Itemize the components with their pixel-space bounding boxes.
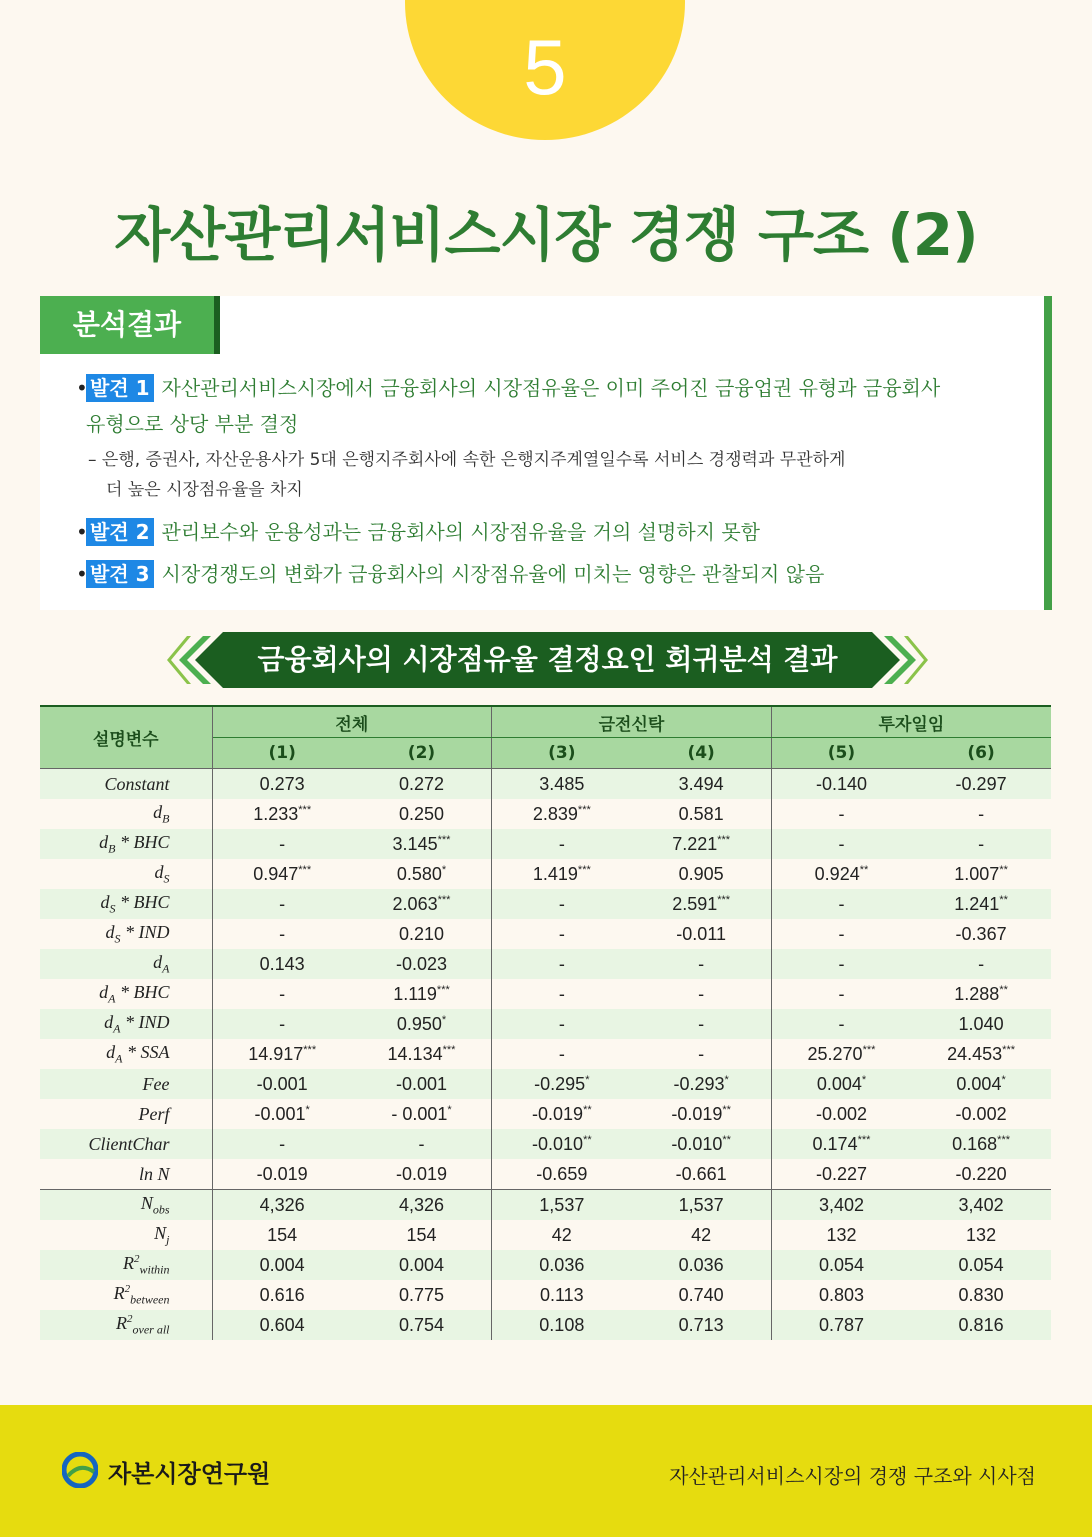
value-cell: 1.233*** — [253, 803, 312, 824]
value-cell: 0.004* — [911, 1069, 1051, 1099]
value-cell: 0.168*** — [911, 1129, 1051, 1159]
value-cell: -0.367 — [955, 923, 1007, 944]
value-cell: - — [771, 1009, 911, 1039]
table-row — [40, 1039, 1051, 1069]
value-cell: 42 — [551, 1224, 572, 1245]
value-cell: - — [279, 983, 286, 1004]
var-name-cell: $d_A$ * SSA — [40, 1039, 212, 1069]
panel-accent-bar — [1044, 296, 1052, 610]
doc-title: 자산관리서비스시장의 경쟁 구조와 시사점 — [669, 1464, 1036, 1488]
value-cell: 3,402 — [911, 1190, 1051, 1221]
table-row — [40, 1310, 1051, 1340]
section-label: 분석결과 — [40, 296, 220, 354]
value-cell: 2.591*** — [631, 889, 771, 919]
value-cell: - — [631, 979, 771, 1009]
col-header: (3) — [492, 738, 632, 769]
value-cell: -0.227 — [815, 1163, 867, 1184]
value-cell: 14.917*** — [248, 1043, 317, 1064]
value-cell: 2.063*** — [352, 889, 492, 919]
org-logo-icon — [62, 1452, 98, 1488]
finding-tag: 발견 1 — [86, 374, 154, 402]
value-cell: 154 — [352, 1220, 492, 1250]
value-cell: 1.040 — [911, 1009, 1051, 1039]
value-cell: -0.019 — [352, 1159, 492, 1190]
value-cell: - — [558, 923, 565, 944]
table-title-banner — [165, 632, 930, 688]
value-cell: - — [631, 949, 771, 979]
value-cell: 14.134*** — [352, 1039, 492, 1069]
value-cell: -0.293* — [631, 1069, 771, 1099]
group-header: 금전신탁 — [492, 706, 772, 738]
var-name-cell: $d_A$ — [40, 949, 212, 979]
value-cell: 0.004* — [771, 1069, 911, 1099]
value-cell: -0.140 — [771, 769, 911, 800]
bullet-icon: • — [76, 376, 88, 400]
table-row — [40, 1099, 1051, 1129]
var-name-cell: $d_S$ * BHC — [40, 889, 212, 919]
value-cell: -0.019** — [631, 1099, 771, 1129]
value-cell: - — [492, 829, 632, 859]
value-cell: 154 — [267, 1224, 298, 1245]
value-cell: - — [212, 1129, 352, 1159]
value-cell: -0.002 — [955, 1103, 1007, 1124]
value-cell: 24.453*** — [947, 1043, 1016, 1064]
var-name-cell: $R^2_{over all}$ — [40, 1310, 212, 1340]
value-cell: 42 — [631, 1220, 771, 1250]
value-cell: 0.947*** — [253, 863, 312, 884]
value-cell: 0.905 — [631, 859, 771, 889]
table-row — [40, 1190, 1051, 1221]
table-row — [40, 1069, 1051, 1099]
var-name-cell: Perf — [40, 1099, 212, 1129]
var-name-cell: ln N — [40, 1159, 212, 1190]
value-cell: 0.616 — [259, 1284, 305, 1305]
value-cell: 0.143 — [212, 949, 352, 979]
value-cell: - — [631, 1009, 771, 1039]
value-cell: - — [911, 829, 1051, 859]
value-cell: -0.010** — [492, 1129, 632, 1159]
value-cell: 132 — [826, 1224, 857, 1245]
value-cell: -0.019 — [256, 1163, 308, 1184]
value-cell: 4,326 — [212, 1190, 352, 1221]
value-cell: 3.485 — [492, 769, 632, 800]
value-cell: -0.001 — [212, 1069, 352, 1099]
value-cell: - — [838, 983, 845, 1004]
page-number: 5 — [523, 23, 567, 111]
table-row — [40, 1159, 1051, 1190]
var-name-cell: $d_S$ — [40, 859, 212, 889]
value-cell: 2.839*** — [532, 803, 591, 824]
var-header: 설명변수 — [40, 706, 212, 769]
var-name-cell: $R^2_{within}$ — [40, 1250, 212, 1280]
value-cell: - — [771, 889, 911, 919]
var-name-cell: $d_B$ — [40, 799, 212, 829]
var-name-cell: $d_B$ * BHC — [40, 829, 212, 859]
value-cell: 0.054 — [771, 1250, 911, 1280]
value-cell: - — [771, 829, 911, 859]
value-cell: - 0.001* — [352, 1099, 492, 1129]
regression-table — [40, 705, 1051, 1340]
value-cell: 0.036 — [492, 1250, 632, 1280]
value-cell: 0.580* — [352, 859, 492, 889]
finding-tag: 발견 3 — [86, 560, 154, 588]
value-cell: - — [212, 829, 352, 859]
value-cell: 1.119*** — [352, 979, 492, 1009]
group-header: 전체 — [212, 706, 492, 738]
value-cell: 0.803 — [818, 1284, 864, 1305]
page-title: 자산관리서비스시장 경쟁 구조 (2) — [114, 201, 978, 269]
value-cell: - — [838, 923, 845, 944]
value-cell: 1.241** — [911, 889, 1051, 919]
value-cell: 3,402 — [771, 1190, 911, 1221]
finding-text: 자산관리서비스시장에서 금융회사의 시장점유율은 이미 주어진 금융업권 유형과 금융회사 — [161, 376, 941, 400]
value-cell: - — [212, 889, 352, 919]
value-cell: 7.221*** — [631, 829, 771, 859]
var-name-cell: $d_A$ * BHC — [40, 979, 212, 1009]
value-cell: 4,326 — [352, 1190, 492, 1221]
value-cell: - — [492, 1009, 632, 1039]
col-header: (1) — [212, 738, 352, 769]
value-cell: 0.740 — [631, 1280, 771, 1310]
var-name-cell: Constant — [40, 769, 212, 800]
value-cell: - — [492, 889, 632, 919]
value-cell: 0.830 — [958, 1284, 1004, 1305]
table-row — [40, 1250, 1051, 1280]
finding-2 — [76, 516, 760, 548]
finding-1-sub2: 더 높은 시장점유율을 차지 — [106, 480, 303, 500]
col-header: (5) — [771, 738, 911, 769]
value-cell: 0.210 — [352, 919, 492, 949]
value-cell: 0.004 — [352, 1250, 492, 1280]
finding-text: 시장경쟁도의 변화가 금융회사의 시장점유율에 미치는 영향은 관찰되지 않음 — [161, 562, 825, 586]
value-cell: 0.604 — [212, 1310, 352, 1340]
value-cell: - — [279, 923, 286, 944]
value-cell: - — [558, 983, 565, 1004]
value-cell: 0.108 — [492, 1310, 632, 1340]
value-cell: 1,537 — [631, 1190, 771, 1221]
table-row — [40, 1009, 1051, 1039]
var-name-cell: Fee — [40, 1069, 212, 1099]
value-cell: 0.113 — [539, 1284, 584, 1305]
var-name-cell: $d_A$ * IND — [40, 1009, 212, 1039]
value-cell: - — [838, 803, 845, 824]
col-header: (6) — [911, 738, 1051, 769]
value-cell: 0.754 — [352, 1310, 492, 1340]
value-cell: 0.713 — [631, 1310, 771, 1340]
var-name-cell: $R^2_{between}$ — [40, 1280, 212, 1310]
value-cell: -0.002 — [815, 1103, 867, 1124]
finding-1-sub1: – 은행, 증권사, 자산운용사가 5대 은행지주회사에 속한 은행지주계열일수록 서비스 경쟁력과 무관하게 — [88, 450, 846, 470]
value-cell: 0.787 — [771, 1310, 911, 1340]
finding-text: 관리보수와 운용성과는 금융회사의 시장점유율을 거의 설명하지 못함 — [161, 520, 760, 544]
table-row — [40, 769, 1051, 800]
finding-1-cont: 유형으로 상당 부분 결정 — [86, 412, 299, 436]
value-cell: - — [911, 949, 1051, 979]
value-cell: 0.924** — [814, 863, 869, 884]
value-cell: 0.775 — [352, 1280, 492, 1310]
value-cell: - — [558, 1043, 565, 1064]
value-cell: -0.001 — [352, 1069, 492, 1099]
table-row — [40, 919, 1051, 949]
value-cell: - — [212, 1009, 352, 1039]
org-name: 자본시장연구원 — [108, 1460, 271, 1488]
finding-tag: 발견 2 — [86, 518, 154, 546]
table-row — [40, 1220, 1051, 1250]
value-cell: 0.250 — [352, 799, 492, 829]
value-cell: 3.145*** — [352, 829, 492, 859]
var-name-cell: ClientChar — [40, 1129, 212, 1159]
value-cell: 0.004 — [212, 1250, 352, 1280]
value-cell: 0.054 — [911, 1250, 1051, 1280]
table-row — [40, 949, 1051, 979]
table-title: 금융회사의 시장점유율 결정요인 회귀분석 결과 — [257, 643, 838, 676]
value-cell: -0.295* — [492, 1069, 632, 1099]
value-cell: 0.273 — [212, 769, 352, 800]
value-cell: 3.494 — [631, 769, 771, 800]
finding-3 — [76, 558, 825, 590]
group-header: 투자일임 — [771, 706, 1051, 738]
table-row — [40, 859, 1051, 889]
value-cell: 132 — [966, 1224, 997, 1245]
value-cell: -0.001* — [254, 1103, 310, 1124]
value-cell: -0.010** — [631, 1129, 771, 1159]
value-cell: - — [352, 1129, 492, 1159]
table-row — [40, 1280, 1051, 1310]
value-cell: -0.659 — [536, 1163, 588, 1184]
value-cell: - — [631, 1039, 771, 1069]
value-cell: 1.288** — [954, 983, 1008, 1004]
value-cell: - — [978, 803, 985, 824]
value-cell: 1.419*** — [532, 863, 591, 884]
value-cell: -0.297 — [911, 769, 1051, 800]
value-cell: 1,537 — [492, 1190, 632, 1221]
value-cell: 25.270*** — [807, 1043, 876, 1064]
table-row — [40, 889, 1051, 919]
value-cell: 0.816 — [911, 1310, 1051, 1340]
table-row — [40, 979, 1051, 1009]
value-cell: -0.220 — [955, 1163, 1007, 1184]
value-cell: -0.011 — [631, 919, 771, 949]
value-cell: 0.950* — [352, 1009, 492, 1039]
value-cell: 0.036 — [631, 1250, 771, 1280]
value-cell: -0.661 — [631, 1159, 771, 1190]
var-name-cell: $N_{obs}$ — [40, 1190, 212, 1221]
value-cell: - — [492, 949, 632, 979]
bullet-icon: • — [76, 520, 88, 544]
table-row — [40, 829, 1051, 859]
table-row — [40, 799, 1051, 829]
var-name-cell: $N_j$ — [40, 1220, 212, 1250]
bullet-icon: • — [76, 562, 88, 586]
value-cell: 0.272 — [352, 769, 492, 800]
col-header: (2) — [352, 738, 492, 769]
col-header: (4) — [631, 738, 771, 769]
value-cell: -0.023 — [352, 949, 492, 979]
value-cell: - — [771, 949, 911, 979]
value-cell: -0.019** — [532, 1103, 592, 1124]
finding-1 — [76, 372, 1026, 404]
value-cell: 0.174*** — [771, 1129, 911, 1159]
var-name-cell: $d_S$ * IND — [40, 919, 212, 949]
value-cell: 1.007** — [954, 863, 1008, 884]
table-row — [40, 1129, 1051, 1159]
value-cell: 0.581 — [631, 799, 771, 829]
